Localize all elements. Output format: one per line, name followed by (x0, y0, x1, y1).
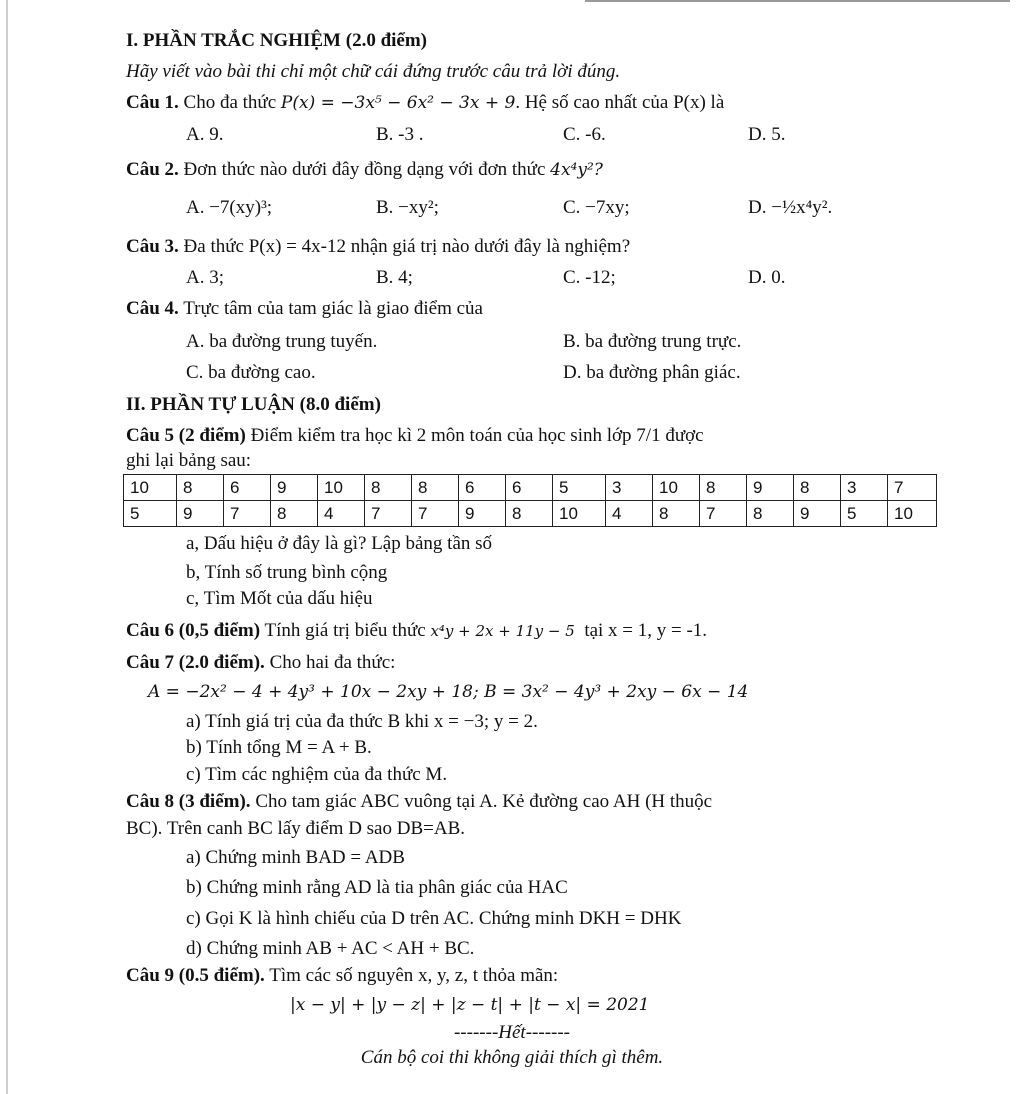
table-cell: 7 (365, 501, 412, 527)
q8-label: Câu 8 (3 điểm). (126, 791, 251, 812)
table-cell: 8 (653, 501, 700, 527)
q1-label: Câu 1. (126, 92, 179, 113)
table-cell: 7 (700, 501, 747, 527)
q6-text: Tính giá trị biểu thức (264, 620, 426, 641)
table-cell: 8 (700, 475, 747, 501)
q7-label: Câu 7 (2.0 điểm). (126, 652, 265, 673)
q5-part-c: c, Tìm Mốt của dấu hiệu (186, 588, 373, 609)
q1-expr: P(x) = −3x⁵ − 6x² − 3x + 9 (280, 93, 516, 113)
q3-text: Đa thức P(x) = 4x-12 nhận giá trị nào dưới đây là nghiệm? (183, 236, 631, 257)
q1-pre: Cho đa thức (183, 92, 277, 113)
table-cell: 4 (318, 501, 365, 527)
table-cell: 8 (794, 475, 841, 501)
q4-stem (126, 297, 483, 321)
q9-label: Câu 9 (0.5 điểm). (126, 965, 265, 986)
q8-part-b: b) Chứng minh rằng AD là tia phân giác của HAC (186, 877, 568, 898)
table-cell: 5 (553, 475, 606, 501)
table-cell: 10 (553, 501, 606, 527)
q7-part-c: c) Tìm các nghiệm của đa thức M. (186, 764, 448, 785)
q5-part-a: a, Dấu hiệu ở đây là gì? Lập bảng tần số (186, 533, 493, 554)
score-table (123, 474, 937, 527)
q4-option-a: A. ba đường trung tuyến. (186, 331, 378, 352)
q8-part-c: c) Gọi K là hình chiếu của D trên AC. Chứng minh DKH = DHK (186, 908, 682, 929)
q8-text-continued: BC). Trên canh BC lấy điểm D sao DB=AB. (126, 818, 465, 839)
q5-points: (2 điểm) (178, 425, 246, 446)
q7-stem (126, 651, 395, 675)
q4-text: Trực tâm của tam giác là giao điểm của (183, 298, 483, 319)
table-row (124, 475, 937, 501)
q5-label: Câu 5 (126, 425, 175, 446)
q3-stem (126, 235, 630, 259)
q5-text-continued: ghi lại bảng sau: (126, 450, 252, 471)
table-cell: 3 (606, 475, 653, 501)
q3-option-a: A. 3; (186, 267, 224, 288)
q7-polynomials: A = −2x² − 4 + 4y³ + 10x − 2xy + 18; B = 3x² − 4y³ + 2xy − 6x − 14 (148, 682, 749, 702)
table-cell: 7 (412, 501, 459, 527)
q8-text: Cho tam giác ABC vuông tại A. Kẻ đường cao AH (H thuộc (255, 791, 713, 812)
table-cell: 9 (177, 501, 224, 527)
table-cell: 6 (459, 475, 506, 501)
table-cell: 5 (124, 501, 177, 527)
q2-option-b: B. −xy²; (376, 197, 439, 218)
q5-text: Điểm kiểm tra học kì 2 môn toán của học sinh lớp 7/1 được (250, 425, 704, 446)
q4-label: Câu 4. (126, 298, 179, 319)
q7-text: Cho hai đa thức: (269, 652, 396, 673)
footer-note: Cán bộ coi thi không giải thích gì thêm. (360, 1047, 664, 1068)
table-cell: 8 (506, 501, 553, 527)
q6-stem (126, 619, 707, 643)
q4-option-c: C. ba đường cao. (186, 362, 316, 383)
part1-title: I. PHẦN TRẮC NGHIỆM (2.0 điểm) (126, 30, 428, 51)
q7-part-a: a) Tính giá trị của đa thức B khi x = −3; y = 2. (186, 711, 538, 732)
part1-instruction: Hãy viết vào bài thi chỉ một chữ cái đứng trước câu trả lời đúng. (126, 61, 621, 82)
table-cell: 9 (794, 501, 841, 527)
q3-option-d: D. 0. (748, 267, 786, 288)
table-cell: 3 (841, 475, 888, 501)
table-cell: 9 (747, 475, 794, 501)
q1-option-c: C. -6. (563, 124, 606, 145)
q2-option-c: C. −7xy; (563, 197, 630, 218)
q9-equation: |x − y| + |y − z| + |z − t| + |t − x| = 2021 (290, 995, 650, 1015)
table-cell: 7 (888, 475, 937, 501)
table-cell: 6 (224, 475, 271, 501)
q2-label: Câu 2. (126, 159, 179, 180)
table-cell: 8 (412, 475, 459, 501)
q5-stem (126, 424, 704, 448)
q9-text: Tìm các số nguyên x, y, z, t thỏa mãn: (269, 965, 559, 986)
table-cell: 8 (747, 501, 794, 527)
part2-title: II. PHẦN TỰ LUẬN (8.0 điểm) (126, 394, 381, 415)
table-cell: 10 (888, 501, 937, 527)
q2-expr: 4x⁴y²? (550, 160, 603, 180)
table-cell: 8 (177, 475, 224, 501)
table-cell: 10 (124, 475, 177, 501)
q1-option-a: A. 9. (186, 124, 224, 145)
q2-option-a: A. −7(xy)³; (186, 197, 273, 218)
q2-text: Đơn thức nào dưới đây đồng dạng với đơn thức (183, 159, 546, 180)
q6-expr: x⁴y + 2x + 11y − 5 (430, 622, 575, 640)
q8-stem (126, 790, 712, 814)
q1-option-d: D. 5. (748, 124, 786, 145)
q3-option-c: C. -12; (563, 267, 616, 288)
q3-option-b: B. 4; (376, 267, 413, 288)
table-cell: 8 (271, 501, 318, 527)
table-cell: 4 (606, 501, 653, 527)
table-cell: 10 (653, 475, 700, 501)
table-cell: 7 (224, 501, 271, 527)
end-marker: -------Hết------- (453, 1022, 570, 1043)
q2-option-d: D. −½x⁴y². (748, 197, 833, 218)
q4-option-d: D. ba đường phân giác. (563, 362, 741, 383)
q6-post: tại x = 1, y = -1. (584, 620, 708, 641)
q4-option-b: B. ba đường trung trực. (563, 331, 742, 352)
q2-stem (126, 158, 603, 182)
q7-part-b: b) Tính tổng M = A + B. (186, 737, 372, 758)
table-cell: 9 (459, 501, 506, 527)
q8-part-a: a) Chứng minh BAD = ADB (186, 847, 405, 868)
q1-stem (126, 91, 724, 115)
table-row (124, 501, 937, 527)
table-cell: 10 (318, 475, 365, 501)
q5-part-b: b, Tính số trung bình cộng (186, 562, 388, 583)
q8-part-d: d) Chứng minh AB + AC < AH + BC. (186, 938, 475, 959)
q3-label: Câu 3. (126, 236, 179, 257)
q9-stem (126, 964, 558, 988)
table-cell: 8 (365, 475, 412, 501)
q1-post: . Hệ số cao nhất của P(x) là (515, 92, 725, 113)
q6-label: Câu 6 (0,5 điểm) (126, 620, 261, 641)
table-cell: 9 (271, 475, 318, 501)
table-cell: 6 (506, 475, 553, 501)
q1-option-b: B. -3 . (376, 124, 424, 145)
table-cell: 5 (841, 501, 888, 527)
